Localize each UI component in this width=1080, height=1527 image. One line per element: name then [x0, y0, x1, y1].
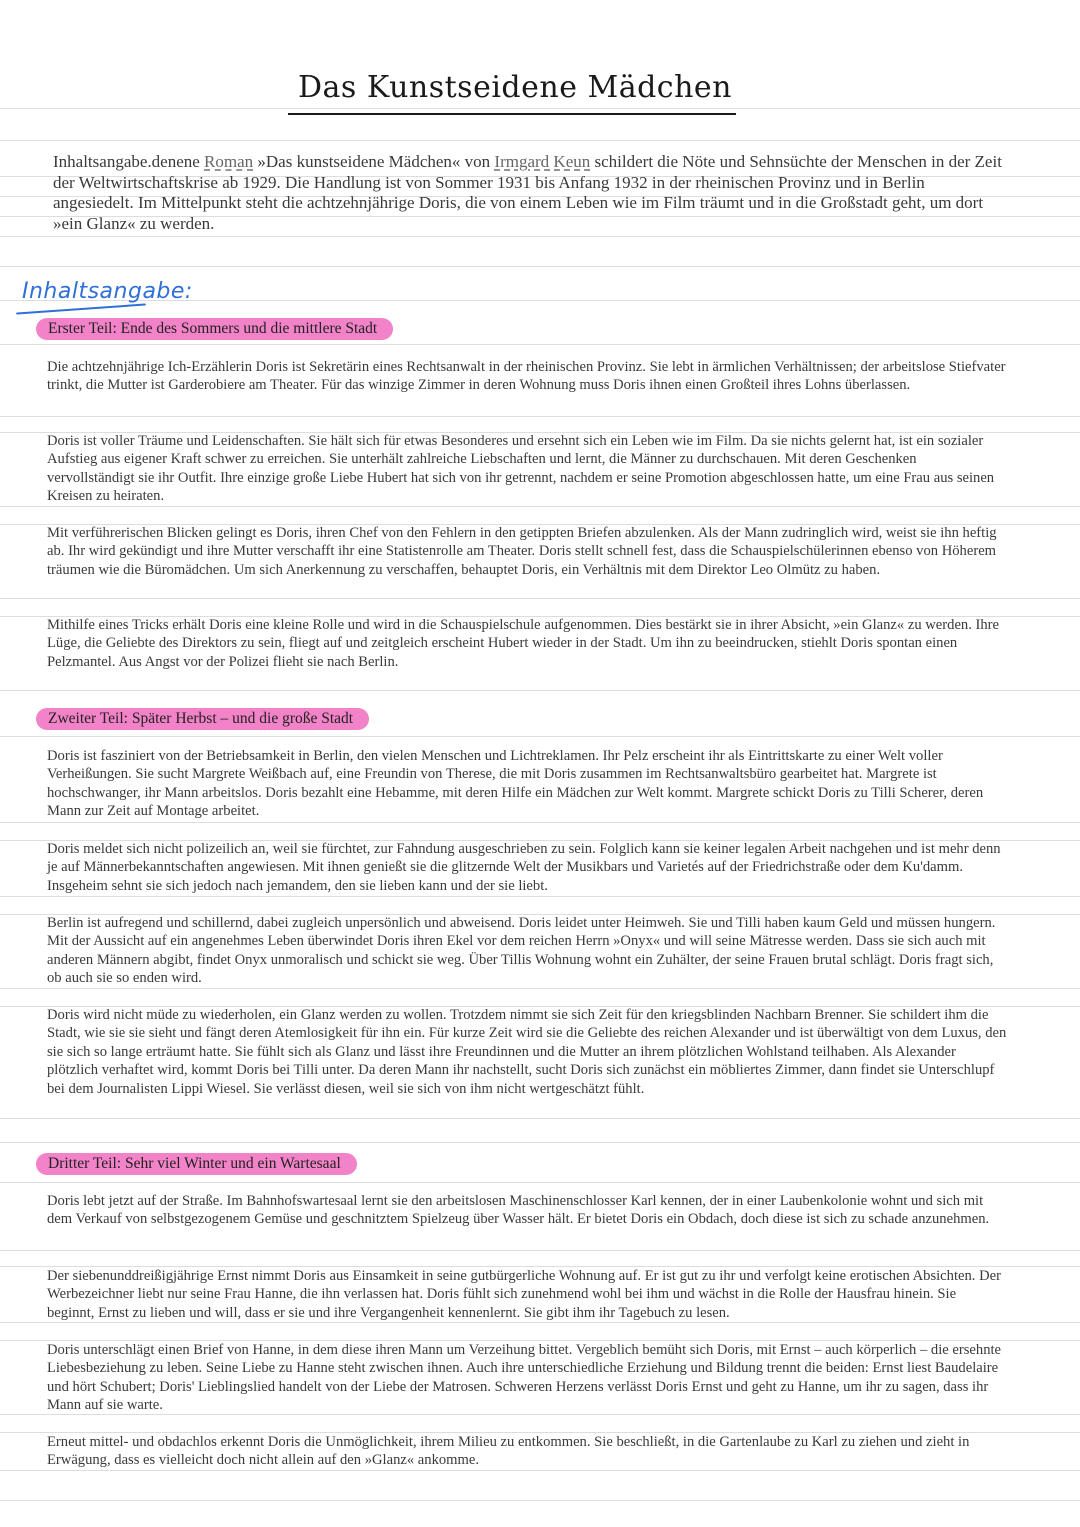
- section-heading-3: Dritter Teil: Sehr viel Winter und ein Wartesaal: [36, 1153, 357, 1175]
- section-1-paragraph-4: Mithilfe eines Tricks erhält Doris eine kleine Rolle und wird in die Schauspielschule aufgenommen. Dies bestärkt sie in ihrer Absicht, »ein Glanz« zu werden. Ihre Lüge, die Geliebte des Direktors zu sein, fliegt auf und zeitgleich erscheint Hubert wieder in der Stadt. Um ihn zu beeindrucken, stiehlt Doris spontan einen Pelzmantel. Aus Angst vor der Polizei flieht sie nach Berlin.: [47, 617, 1000, 670]
- page-title: Das Kunstseidene Mädchen: [297, 70, 733, 105]
- section-1-paragraph-1: Die achtzehnjährige Ich-Erzählerin Doris ist Sekretärin eines Rechtsanwalt in der rheinischen Provinz. Sie lebt in ärmlichen Verhältnissen; der arbeitslose Stiefvater trinkt, die Mutter ist Garderobiere am Theater. Für das winzige Zimmer in deren Wohnung muss Doris ihnen einen Großteil ihres Lohns überlassen.: [47, 359, 1006, 394]
- intro-text-2: »Das kunstseidene Mädchen« von: [253, 152, 495, 171]
- section-2-paragraph-4: Doris wird nicht müde zu wiederholen, ein Glanz werden zu wollen. Trotzdem nimmt sie sich Zeit für den kriegsblinden Nachbarn Brenner. Sie schildert ihm die Stadt, wie sie sie sieht und fängt deren Atemlosigkeit für ihn ein. Für kurze Zeit wird sie die Geliebte des reichen Alexander und ist überwältigt von dem Luxus, den sie sich so lange erträumt hatte. Sie fühlt sich als Glanz und lässt ihre Freundinnen und die Mutter an ihrem plötzlichen Wohlstand teilhaben. Als Alexander plötzlich verhaftet wird, kommt Doris bei Tilli unter. Da deren Mann ihr nachstellt, sucht Doris sich zunächst ein möbliertes Zimmer, dann findet sie Unterschlupf bei dem Journalisten Lippi Wiesel. Sie verlässt diesen, weil sie sich von ihm nicht wertgeschätzt fühlt.: [47, 1007, 1007, 1097]
- section-3-paragraph-1: Doris lebt jetzt auf der Straße. Im Bahnhofswartesaal lernt sie den arbeitslosen Maschinenschlosser Karl kennen, der in einer Laubenkolonie wohnt und sich mit dem Verkauf von selbstgezogenem Gemüse und geschnitztem Spielzeug über Wasser hält. Er bietet Doris ein Obdach, doch diese ist sich zu schade anzunehmen.: [47, 1193, 990, 1228]
- section-heading-2: Zweiter Teil: Später Herbst – und die große Stadt: [36, 708, 369, 730]
- intro-text-1: Inhaltsangabe.denene: [53, 152, 205, 171]
- intro-paragraph: [53, 152, 1003, 234]
- section-2-paragraph-1: Doris ist fasziniert von der Betriebsamkeit in Berlin, den vielen Menschen und Lichtreklamen. Ihr Pelz erscheint ihr als Eintrittskarte zu einer Welt voller Verheißungen. Sie sucht Margrete Weißbach auf, eine Freundin von Therese, die mit Doris zusammen im Rechtsanwaltsbüro gearbeitet hat. Margrete ist hochschwanger, ihr Mann arbeitslos. Doris bezahlt eine Hebamme, mit deren Hilfe ein Mädchen zur Welt kommt. Margrete schickt Doris zu Tilli Scherer, deren Mann zur Zeit auf Montage arbeitet.: [47, 748, 984, 820]
- title-underline: [288, 113, 736, 115]
- handwritten-label: Inhaltsangabe:: [22, 279, 193, 304]
- intro-text-3: schildert die Nöte und Sehnsüchte der Menschen in der Zeit der Weltwirtschaftskrise ab 1929. Die Handlung ist von Sommer 1931 bis Anfang 1932 in der rheinischen Provinz und in Berlin angesiedelt. Im Mittelpunkt steht die achtzehnjährige Doris, die von einem Leben wie im Film träumt und in die Großstadt geht, um dort »ein Glanz« zu werden.: [53, 152, 1002, 233]
- title-block: [0, 70, 1080, 105]
- section-3-paragraph-4: Erneut mittel- und obdachlos erkennt Doris die Unmöglichkeit, ihrem Milieu zu entkommen. Sie beschließt, in die Gartenlaube zu Karl zu ziehen und zieht in Erwägung, dass es vielleicht doch nicht allein auf den »Glanz« ankomme.: [47, 1434, 970, 1469]
- section-2-paragraph-3: Berlin ist aufregend und schillernd, dabei zugleich unpersönlich und abweisend. Doris leidet unter Heimweh. Sie und Tilli haben kaum Geld und müssen hungern. Mit der Aussicht auf ein angenehmes Leben überwindet Doris ihren Ekel vor dem reichen Herrn »Onyx« und will seine Mätresse werden. Dass sie sich auch mit anderen Männern abgibt, findet Onyx unmoralisch und schickt sie weg. Über Tillis Wohnung wohnt ein Zuhälter, der seine Frauen brutal schlägt. Doris fragt sich, ob auch sie so enden wird.: [47, 915, 996, 987]
- section-2-paragraph-2: Doris meldet sich nicht polizeilich an, weil sie fürchtet, zur Fahndung ausgeschrieben zu sein. Folglich kann sie keiner legalen Arbeit nachgehen und ist mehr denn je auf Männerbekanntschaften angewiesen. Mit ihnen genießt sie die glitzernde Welt der Musikbars und Varietés auf der Friedrichstraße oder dem Ku'damm. Insgeheim sehnt sie sich jedoch nach jemandem, den sie lieben kann und der sie liebt.: [47, 841, 1001, 894]
- intro-author-link: Irmgard Keun: [494, 152, 591, 171]
- section-1-paragraph-2: Doris ist voller Träume und Leidenschaften. Sie hält sich für etwas Besonderes und ersehnt sich ein Leben wie im Film. Da sie nichts gelernt hat, ist ein sozialer Aufstieg aus eigener Kraft schwer zu erreichen. Sie unterhält zahlreiche Liebschaften und lernt, die Männer zu durchschauen. Mit deren Geschenken vervollständigt sie ihr Outfit. Ihre einzige große Liebe Hubert hat sich von ihr getrennt, nachdem er seine Promotion abgeschlossen hatte, um eine Frau aus seinen Kreisen zu heiraten.: [47, 433, 995, 505]
- section-3-paragraph-3: Doris unterschlägt einen Brief von Hanne, in dem diese ihren Mann um Verzeihung bittet. Vergeblich bemüht sich Doris, mit Ernst – auch körperlich – die ersehnte Liebesbeziehung zu leben. Seine Liebe zu Hanne steht zwischen ihnen. Auch ihre unterschiedliche Erziehung und Bildung trennt die beiden: Ernst liest Baudelaire und hört Schubert; Doris' Lieblingslied handelt von der Liebe der Matrosen. Schweren Herzens verlässt Doris Ernst und geht zu Hanne, um ihr zu sagen, dass ihr Mann auf sie warte.: [47, 1342, 1002, 1414]
- section-1-paragraph-3: Mit verführerischen Blicken gelingt es Doris, ihren Chef von den Fehlern in den getippten Briefen abzulenken. Als der Mann zudringlich wird, weist sie ihn heftig ab. Ihr wird gekündigt und ihre Mutter verschafft ihr eine Statistenrolle am Theater. Doris stellt schnell fest, dass die Schauspielschülerinnen ebenso von Höherem träumen wie die Büromädchen. Um sich Anerkennung zu verschaffen, behauptet Doris, ein Verhältnis mit dem Direktor Leo Olmütz zu haben.: [47, 525, 997, 578]
- handwritten-underline: [16, 303, 146, 314]
- section-3-paragraph-2: Der siebenunddreißigjährige Ernst nimmt Doris aus Einsamkeit in seine gutbürgerliche Wohnung auf. Er ist gut zu ihr und verfolgt keine erotischen Absichten. Der Werbezeichner liebt nur seine Frau Hanne, die ihn verlassen hat. Doris fühlt sich zunehmend wohl bei ihm und wächst in die Rolle der Hausfrau hinein. Sie beginnt, Ernst zu lieben und will, dass er sie und ihre Vergangenheit kennenlernt. Sie gibt ihm ihr Tagebuch zu lesen.: [47, 1268, 1001, 1321]
- section-heading-1: Erster Teil: Ende des Sommers und die mittlere Stadt: [36, 318, 393, 340]
- intro-roman-link: Roman: [204, 152, 254, 171]
